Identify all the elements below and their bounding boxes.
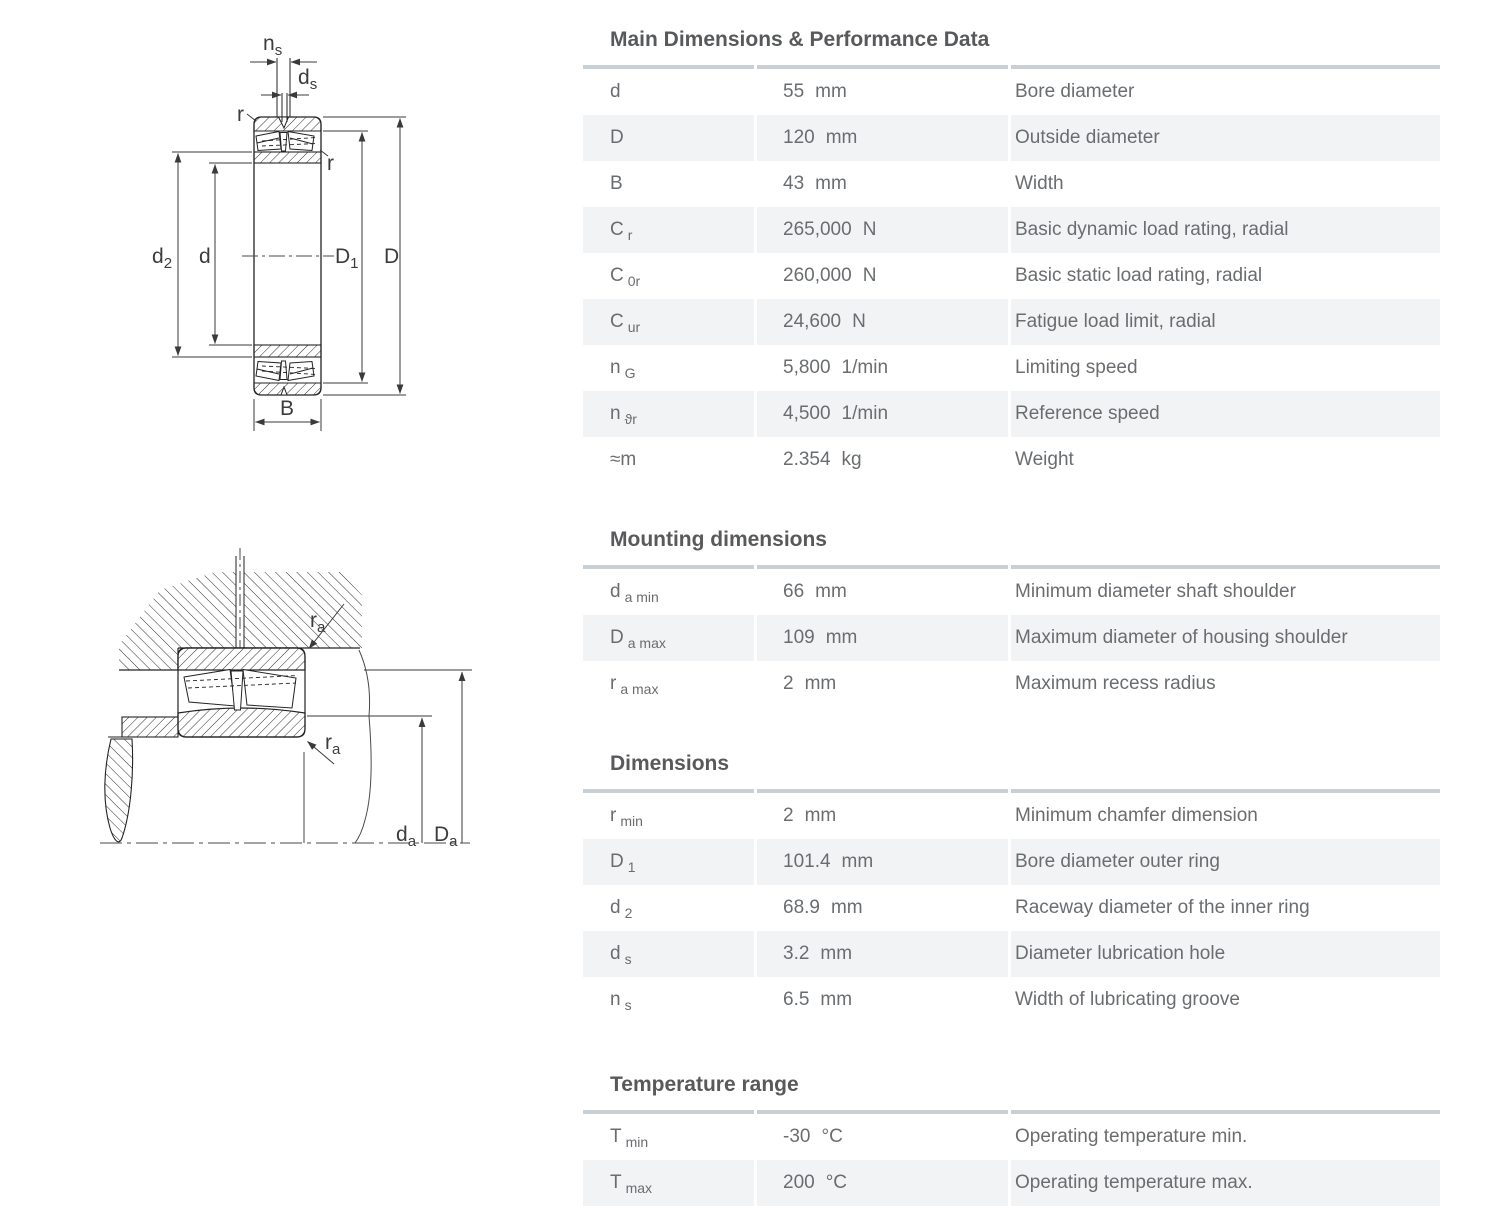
symbol-cell: n s (610, 989, 632, 1013)
table-row (583, 161, 1440, 207)
symbol-cell: r a max (610, 673, 659, 697)
value-cell: 200 °C (757, 1160, 1008, 1206)
symbol-cell: D 1 (583, 839, 754, 885)
symbol-cell: C r (583, 207, 754, 253)
table-rows (583, 569, 1440, 707)
table-row (583, 391, 1440, 437)
value-cell: 66 mm (783, 581, 847, 602)
table-row (583, 1114, 1440, 1160)
section-title: Temperature range (610, 1073, 799, 1096)
label-d: d (199, 245, 211, 268)
description-cell: Fatigue load limit, radial (1011, 299, 1440, 345)
section-temperature-range (583, 1073, 1440, 1206)
table-row (583, 437, 1440, 483)
label-ns: $n_s$ (263, 32, 283, 59)
description-cell: Width of lubricating groove (1015, 989, 1240, 1010)
label-ra-top: $r_a$ (310, 609, 326, 636)
value-cell: 5,800 1/min (783, 357, 889, 378)
description-cell: Limiting speed (1015, 357, 1138, 378)
table-rows (583, 1114, 1440, 1206)
table-row (583, 345, 1440, 391)
rollers-top (256, 132, 316, 152)
section-dimensions (583, 752, 1440, 1023)
value-cell: 6.5 mm (783, 989, 853, 1010)
label-r-inner: r (327, 152, 334, 175)
value-cell: 2.354 kg (783, 449, 862, 470)
description-cell: Outside diameter (1011, 115, 1440, 161)
description-cell: Maximum recess radius (1015, 673, 1216, 694)
description-cell: Bore diameter (1015, 81, 1135, 102)
table-row (583, 569, 1440, 615)
label-r-top: r (237, 103, 244, 126)
symbol-cell: d (610, 81, 621, 102)
label-ra-bottom: $r_a$ (325, 731, 341, 758)
label-Da: $D_a$ (434, 823, 458, 850)
mounting-diagram (60, 545, 480, 857)
section-title: Main Dimensions & Performance Data (610, 28, 990, 51)
table-row (583, 839, 1440, 885)
table-row (583, 885, 1440, 931)
table-row (583, 931, 1440, 977)
label-da: $d_a$ (396, 823, 417, 850)
value-cell: 101.4 mm (757, 839, 1008, 885)
description-cell: Width (1015, 173, 1064, 194)
label-D: D (384, 245, 400, 268)
table-row (583, 253, 1440, 299)
table-row (583, 793, 1440, 839)
symbol-cell: ≈m (610, 449, 637, 470)
symbol-cell: d a min (610, 581, 659, 605)
symbol-cell: d 2 (610, 897, 633, 921)
shaft-shoulder (105, 717, 178, 842)
table-row (583, 977, 1440, 1023)
description-cell: Minimum chamfer dimension (1015, 805, 1258, 826)
spec-tables (583, 0, 1440, 1206)
table-row (583, 661, 1440, 707)
value-cell: 55 mm (783, 81, 847, 102)
symbol-cell: d s (583, 931, 754, 977)
housing-contour (355, 650, 371, 843)
symbol-cell: n ϑr (583, 391, 754, 437)
description-cell: Maximum diameter of housing shoulder (1011, 615, 1440, 661)
symbol-cell: D a max (583, 615, 754, 661)
bearing-cross-section-diagram (128, 26, 462, 442)
table-row (583, 115, 1440, 161)
table-rows (583, 69, 1440, 483)
label-ds: $d_s$ (298, 66, 318, 93)
description-cell: Diameter lubrication hole (1011, 931, 1440, 977)
table-rows (583, 793, 1440, 1023)
label-D1: $D_1$ (335, 245, 359, 272)
section-title: Dimensions (610, 752, 730, 775)
table-row (583, 207, 1440, 253)
table-row (583, 1160, 1440, 1206)
description-cell: Operating temperature min. (1015, 1126, 1248, 1147)
label-B: B (280, 397, 295, 420)
value-cell: 2 mm (783, 805, 837, 826)
value-cell: 3.2 mm (757, 931, 1008, 977)
description-cell: Bore diameter outer ring (1011, 839, 1440, 885)
value-cell: 43 mm (783, 173, 847, 194)
description-cell: Basic static load rating, radial (1015, 265, 1263, 286)
table-row (583, 69, 1440, 115)
description-cell: Weight (1015, 449, 1074, 470)
section-title: Mounting dimensions (610, 528, 827, 551)
value-cell: 109 mm (757, 615, 1008, 661)
description-cell: Raceway diameter of the inner ring (1015, 897, 1310, 918)
symbol-cell: C 0r (610, 265, 641, 289)
value-cell: -30 °C (783, 1126, 843, 1147)
symbol-cell: C ur (583, 299, 754, 345)
value-cell: 24,600 N (757, 299, 1008, 345)
rollers-bottom (256, 361, 316, 381)
value-cell: 4,500 1/min (757, 391, 1008, 437)
value-cell: 260,000 N (783, 265, 877, 286)
description-cell: Basic dynamic load rating, radial (1011, 207, 1440, 253)
value-cell: 120 mm (757, 115, 1008, 161)
symbol-cell: D (583, 115, 754, 161)
value-cell: 68.9 mm (783, 897, 863, 918)
description-cell: Minimum diameter shaft shoulder (1015, 581, 1296, 602)
label-d2: $d_2$ (152, 245, 173, 272)
value-cell: 265,000 N (757, 207, 1008, 253)
section-mounting-dimensions (583, 528, 1440, 707)
description-cell: Reference speed (1011, 391, 1440, 437)
symbol-cell: T max (583, 1160, 754, 1206)
symbol-cell: n G (610, 357, 636, 381)
symbol-cell: B (610, 173, 623, 194)
symbol-cell: r min (610, 805, 643, 829)
symbol-cell: T min (610, 1126, 649, 1150)
section-main-dimensions (583, 28, 1440, 483)
table-row (583, 615, 1440, 661)
table-row (583, 299, 1440, 345)
description-cell: Operating temperature max. (1011, 1160, 1440, 1206)
value-cell: 2 mm (783, 673, 837, 694)
